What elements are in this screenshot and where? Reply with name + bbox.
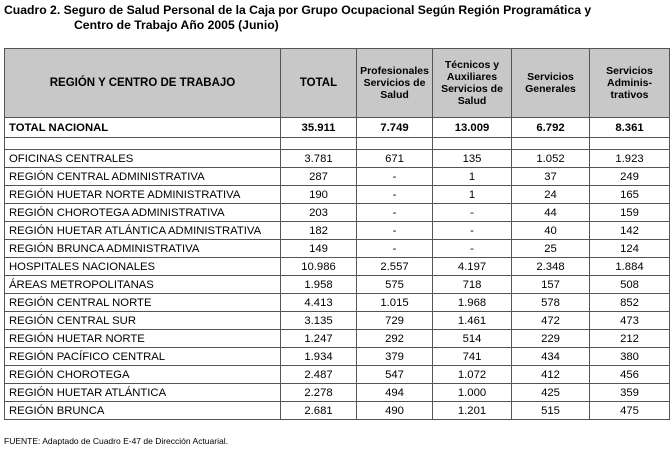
table-row: [5, 258, 670, 276]
cell-tecnicos: 1.201: [433, 402, 512, 420]
cell-generales: 515: [512, 402, 590, 420]
cell-generales: 6.792: [512, 118, 590, 138]
cell-administrativos: 142: [590, 222, 670, 240]
cell-profesionales: 547: [357, 366, 433, 384]
table-row: [5, 168, 670, 186]
cell-tecnicos: 135: [433, 150, 512, 168]
spacer-row: [5, 138, 670, 150]
cell-profesionales: -: [357, 168, 433, 186]
cell-administrativos: 359: [590, 384, 670, 402]
cell-tecnicos: 1.000: [433, 384, 512, 402]
header-row: [5, 49, 670, 118]
spacer-cell: [433, 138, 512, 150]
row-label: REGIÓN CENTRAL NORTE: [5, 294, 281, 312]
cell-profesionales: 494: [357, 384, 433, 402]
cell-administrativos: 456: [590, 366, 670, 384]
total-nacional-row: [5, 118, 670, 138]
personnel-table: [4, 48, 670, 420]
cell-generales: 472: [512, 312, 590, 330]
table-row: [5, 312, 670, 330]
table-row: [5, 276, 670, 294]
row-label: TOTAL NACIONAL: [5, 118, 281, 138]
cell-profesionales: -: [357, 240, 433, 258]
cell-generales: 1.052: [512, 150, 590, 168]
cell-generales: 37: [512, 168, 590, 186]
cell-profesionales: 490: [357, 402, 433, 420]
table-title: [4, 3, 668, 33]
row-label: REGIÓN PACÍFICO CENTRAL: [5, 348, 281, 366]
cell-generales: 157: [512, 276, 590, 294]
row-label: REGIÓN HUETAR NORTE: [5, 330, 281, 348]
cell-profesionales: -: [357, 186, 433, 204]
cell-profesionales: 7.749: [357, 118, 433, 138]
table-row: [5, 366, 670, 384]
cell-tecnicos: 1.072: [433, 366, 512, 384]
cell-total: 2.681: [281, 402, 357, 420]
cell-profesionales: 292: [357, 330, 433, 348]
spacer-cell: [590, 138, 670, 150]
cell-generales: 229: [512, 330, 590, 348]
cell-administrativos: 508: [590, 276, 670, 294]
cell-administrativos: 1.923: [590, 150, 670, 168]
row-label: ÁREAS METROPOLITANAS: [5, 276, 281, 294]
cell-tecnicos: 4.197: [433, 258, 512, 276]
header-total: TOTAL: [281, 49, 357, 118]
cell-administrativos: 852: [590, 294, 670, 312]
cell-tecnicos: -: [433, 204, 512, 222]
header-profesionales: Profesionales Servicios de Salud: [357, 49, 433, 118]
cell-tecnicos: 514: [433, 330, 512, 348]
header-tecnicos: Técnicos y Auxiliares Servicios de Salud: [433, 49, 512, 118]
table-row: [5, 150, 670, 168]
cell-generales: 40: [512, 222, 590, 240]
header-generales: Servicios Generales: [512, 49, 590, 118]
table-row: [5, 294, 670, 312]
cell-tecnicos: 1.968: [433, 294, 512, 312]
title-line-1: Cuadro 2. Seguro de Salud Personal de la Caja por Grupo Ocupacional Según Región Programática y: [4, 3, 592, 17]
cell-profesionales: 575: [357, 276, 433, 294]
cell-tecnicos: -: [433, 240, 512, 258]
cell-administrativos: 159: [590, 204, 670, 222]
cell-administrativos: 165: [590, 186, 670, 204]
table-row: [5, 186, 670, 204]
cell-total: 35.911: [281, 118, 357, 138]
cell-generales: 24: [512, 186, 590, 204]
header-administrativos: Servicios Adminis-trativos: [590, 49, 670, 118]
title-line-2: Centro de Trabajo Año 2005 (Junio): [74, 18, 279, 32]
cell-tecnicos: 741: [433, 348, 512, 366]
cell-total: 203: [281, 204, 357, 222]
cell-tecnicos: 1: [433, 186, 512, 204]
table-row: [5, 348, 670, 366]
cell-generales: 578: [512, 294, 590, 312]
row-label: REGIÓN HUETAR NORTE ADMINISTRATIVA: [5, 186, 281, 204]
spacer-cell: [281, 138, 357, 150]
cell-administrativos: 1.884: [590, 258, 670, 276]
cell-generales: 425: [512, 384, 590, 402]
cell-total: 3.135: [281, 312, 357, 330]
cell-total: 3.781: [281, 150, 357, 168]
cell-total: 149: [281, 240, 357, 258]
table-row: [5, 402, 670, 420]
spacer-cell: [5, 138, 281, 150]
cell-tecnicos: -: [433, 222, 512, 240]
cell-total: 4.413: [281, 294, 357, 312]
cell-tecnicos: 718: [433, 276, 512, 294]
table-row: [5, 204, 670, 222]
cell-profesionales: -: [357, 204, 433, 222]
cell-profesionales: 729: [357, 312, 433, 330]
cell-profesionales: 671: [357, 150, 433, 168]
row-label: REGIÓN HUETAR ATLÁNTICA: [5, 384, 281, 402]
cell-profesionales: 2.557: [357, 258, 433, 276]
cell-total: 182: [281, 222, 357, 240]
spacer-cell: [357, 138, 433, 150]
cell-administrativos: 8.361: [590, 118, 670, 138]
cell-profesionales: 1.015: [357, 294, 433, 312]
cell-total: 287: [281, 168, 357, 186]
cell-total: 10.986: [281, 258, 357, 276]
row-label: REGIÓN HUETAR ATLÁNTICA ADMINISTRATIVA: [5, 222, 281, 240]
cell-administrativos: 212: [590, 330, 670, 348]
row-label: REGIÓN CHOROTEGA: [5, 366, 281, 384]
cell-generales: 434: [512, 348, 590, 366]
row-label: HOSPITALES NACIONALES: [5, 258, 281, 276]
cell-tecnicos: 13.009: [433, 118, 512, 138]
table-row: [5, 222, 670, 240]
cell-total: 1.958: [281, 276, 357, 294]
cell-administrativos: 124: [590, 240, 670, 258]
cell-generales: 2.348: [512, 258, 590, 276]
cell-tecnicos: 1: [433, 168, 512, 186]
cell-profesionales: -: [357, 222, 433, 240]
cell-profesionales: 379: [357, 348, 433, 366]
row-label: REGIÓN CHOROTEGA ADMINISTRATIVA: [5, 204, 281, 222]
cell-total: 1.934: [281, 348, 357, 366]
header-region: REGIÓN Y CENTRO DE TRABAJO: [5, 49, 281, 118]
cell-administrativos: 473: [590, 312, 670, 330]
spacer-cell: [512, 138, 590, 150]
row-label: REGIÓN BRUNCA ADMINISTRATIVA: [5, 240, 281, 258]
row-label: OFICINAS CENTRALES: [5, 150, 281, 168]
row-label: REGIÓN CENTRAL SUR: [5, 312, 281, 330]
table-row: [5, 240, 670, 258]
row-label: REGIÓN CENTRAL ADMINISTRATIVA: [5, 168, 281, 186]
cell-total: 2.487: [281, 366, 357, 384]
cell-generales: 412: [512, 366, 590, 384]
source-note: FUENTE: Adaptado de Cuadro E-47 de Dirección Actuarial.: [4, 436, 228, 446]
cell-total: 1.247: [281, 330, 357, 348]
table-row: [5, 330, 670, 348]
cell-administrativos: 249: [590, 168, 670, 186]
cell-administrativos: 380: [590, 348, 670, 366]
row-label: REGIÓN BRUNCA: [5, 402, 281, 420]
cell-administrativos: 475: [590, 402, 670, 420]
cell-tecnicos: 1.461: [433, 312, 512, 330]
table-row: [5, 384, 670, 402]
cell-generales: 25: [512, 240, 590, 258]
cell-total: 190: [281, 186, 357, 204]
cell-total: 2.278: [281, 384, 357, 402]
cell-generales: 44: [512, 204, 590, 222]
